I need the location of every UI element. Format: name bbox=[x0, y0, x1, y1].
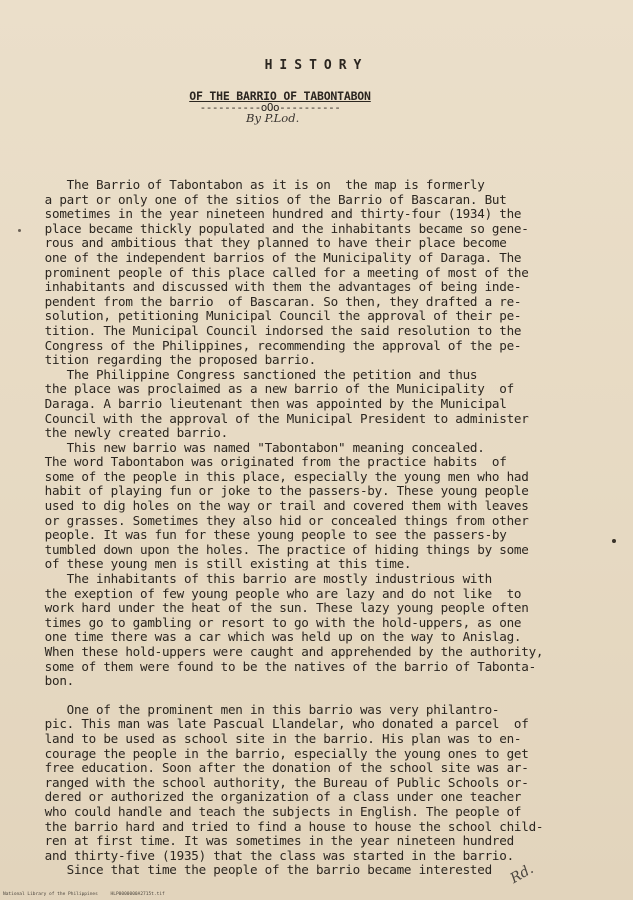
body-line: Since that time the people of the barrio became interested bbox=[30, 863, 492, 878]
body-line: work hard under the heat of the sun. These lazy young people often bbox=[30, 601, 529, 616]
body-line: tition regarding the proposed barrio. bbox=[30, 353, 316, 368]
body-line: ranged with the school authority, the Bureau of Public Schools or- bbox=[30, 775, 529, 790]
body-line: This new barrio was named "Tabontabon" meaning concealed. bbox=[30, 440, 485, 455]
body-line: rous and ambitious that they planned to have their place become bbox=[30, 236, 507, 251]
body-line: ren at first time. It was sometimes in the year nineteen hundred bbox=[30, 834, 514, 849]
body-line: pendent from the barrio of Bascaran. So then, they drafted a re- bbox=[30, 294, 522, 309]
body-line: place became thickly populated and the inhabitants became so gene- bbox=[30, 221, 529, 236]
body-line: free education. Soon after the donation of the school site was ar- bbox=[30, 761, 529, 776]
handwritten-initials: Rd. bbox=[507, 861, 537, 887]
library-name: National Library of the Philippines bbox=[3, 892, 98, 897]
document-body bbox=[30, 178, 610, 878]
body-line: dered or authorized the organization of a class under one teacher bbox=[30, 790, 522, 805]
body-line: bon. bbox=[30, 674, 74, 689]
body-line: Congress of the Philippines, recommending the approval of the pe- bbox=[30, 338, 522, 353]
body-line: times go to gambling or resort to go with the hold-uppers, as one bbox=[30, 615, 522, 630]
body-line: The Barrio of Tabontabon as it is on the map is formerly bbox=[30, 178, 485, 192]
body-line: the place was proclaimed as a new barrio of the Municipality of bbox=[30, 382, 514, 397]
ink-spot bbox=[612, 539, 616, 543]
body-line: people. It was fun for these young people to see the passers-by bbox=[30, 528, 507, 543]
body-line: used to dig holes on the way or trail and covered them with leaves bbox=[30, 499, 529, 514]
body-line: The inhabitants of this barrio are mostly industrious with bbox=[30, 572, 492, 587]
body-line: habit of playing fun or joke to the passers-by. These young people bbox=[30, 484, 529, 499]
ink-spot bbox=[18, 229, 21, 232]
body-line: The word Tabontabon was originated from the practice habits of bbox=[30, 455, 507, 470]
body-line: When these hold-uppers were caught and apprehended by the authority, bbox=[30, 645, 544, 659]
body-line: or grasses. Sometimes they also hid or concealed things from other bbox=[30, 513, 529, 528]
body-line: some of them were found to be the natives of the barrio of Tabonta- bbox=[30, 659, 536, 674]
scan-footer bbox=[3, 892, 175, 897]
body-line: pic. This man was late Pascual Llandelar, who donated a parcel of bbox=[30, 717, 529, 732]
body-line: land to be used as school site in the barrio. His plan was to en- bbox=[30, 731, 522, 746]
body-line: solution, petitioning Municipal Council the approval of their pe- bbox=[30, 309, 522, 324]
author-byline: By P.Lod. bbox=[246, 111, 300, 125]
body-line: tition. The Municipal Council indorsed the said resolution to the bbox=[30, 323, 522, 338]
document-title: HISTORY bbox=[264, 58, 369, 73]
title-rule: ----------oOo---------- bbox=[199, 101, 341, 114]
body-line: a part or only one of the sitios of the Barrio of Bascaran. But bbox=[30, 192, 507, 207]
body-line: the exeption of few young people who are lazy and do not like to bbox=[30, 586, 522, 601]
body-line: some of the people in this place, especially the young men who had bbox=[30, 469, 529, 484]
body-line: the newly created barrio. bbox=[30, 426, 228, 441]
body-line: the barrio hard and tried to find a house to house the school child- bbox=[30, 819, 544, 834]
document-subtitle: OF THE BARRIO OF TABONTABON bbox=[189, 89, 371, 103]
body-line: courage the people in the barrio, especially the young ones to get bbox=[30, 746, 529, 761]
body-line: The Philippine Congress sanctioned the petition and thus bbox=[30, 367, 478, 382]
body-line: and thirty-five (1935) that the class was started in the barrio. bbox=[30, 848, 514, 863]
body-line: One of the prominent men in this barrio was very philantro- bbox=[30, 702, 500, 717]
body-line: of these young men is still existing at this time. bbox=[30, 557, 412, 572]
body-line: sometimes in the year nineteen hundred and thirty-four (1934) the bbox=[30, 207, 522, 222]
body-line: who could handle and teach the subjects in English. The people of bbox=[30, 804, 522, 819]
body-line: tumbled down upon the holes. The practice of hiding things by some bbox=[30, 542, 529, 557]
file-id: HLP0000000A2715t.tif bbox=[110, 892, 165, 897]
body-line: inhabitants and discussed with them the advantages of being inde- bbox=[30, 280, 522, 295]
body-line: Council with the approval of the Municipal President to administer bbox=[30, 411, 529, 426]
body-line: prominent people of this place called for a meeting of most of the bbox=[30, 265, 529, 280]
body-line: one time there was a car which was held up on the way to Anislag. bbox=[30, 630, 522, 645]
paragraph-gap bbox=[30, 689, 610, 703]
body-line: Daraga. A barrio lieutenant then was appointed by the Municipal bbox=[30, 396, 507, 411]
body-line: one of the independent barrios of the Municipality of Daraga. The bbox=[30, 250, 522, 265]
